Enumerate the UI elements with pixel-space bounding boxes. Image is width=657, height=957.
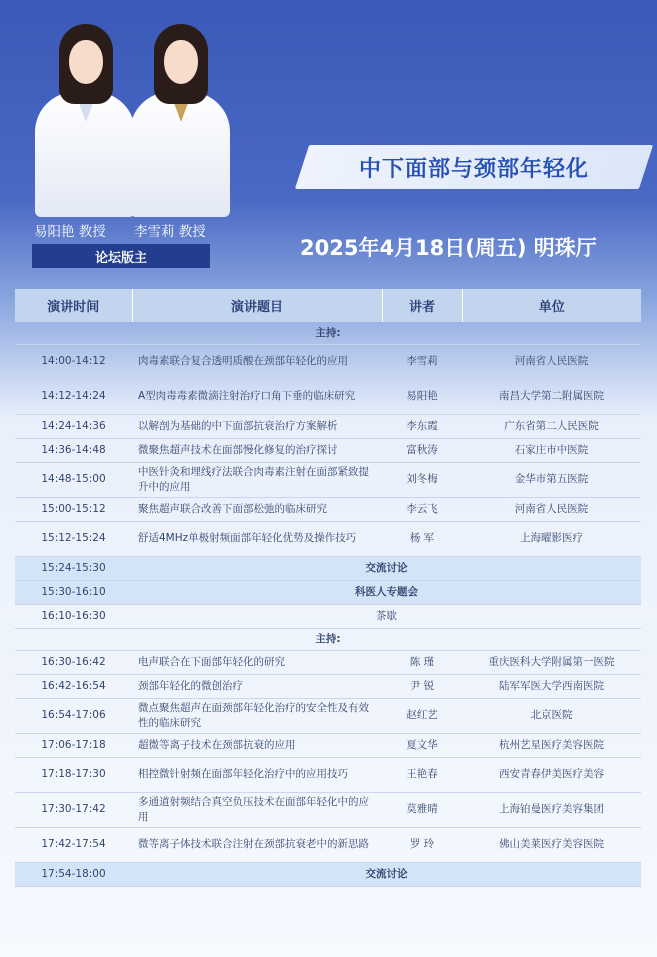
table-row <box>15 344 641 379</box>
row-speaker: 刘冬梅 <box>382 462 462 497</box>
row-topic: 聚焦超声联合改善下面部松弛的临床研究 <box>132 497 382 521</box>
row-speaker: 富秋涛 <box>382 438 462 462</box>
row-topic: 微等离子体技术联合注射在颈部抗衰老中的新思路 <box>132 827 382 862</box>
row-speaker: 尹 锐 <box>382 674 462 698</box>
row-time: 14:12-14:24 <box>15 379 132 414</box>
special-session-row <box>15 580 641 604</box>
chair-label: 主持: <box>15 628 641 650</box>
table-row <box>15 650 641 674</box>
row-time: 17:54-18:00 <box>15 862 132 886</box>
table-row <box>15 521 641 556</box>
table-row <box>15 827 641 862</box>
header-topic: 演讲题目 <box>132 289 382 322</box>
row-time: 15:12-15:24 <box>15 521 132 556</box>
row-speaker: 李雪莉 <box>382 344 462 379</box>
row-unit: 佛山美莱医疗美容医院 <box>462 827 641 862</box>
row-speaker: 李东霞 <box>382 414 462 438</box>
discussion-label: 交流讨论 <box>132 556 641 580</box>
table-row <box>15 462 641 497</box>
row-topic: A型肉毒毒素微滴注射治疗口角下垂的临床研究 <box>132 379 382 414</box>
table-row <box>15 379 641 414</box>
special-session-label: 科医人专题会 <box>132 580 641 604</box>
row-speaker: 夏文华 <box>382 733 462 757</box>
tea-break-label: 茶歇 <box>132 604 641 628</box>
row-topic: 肉毒素联合复合透明质酸在颈部年轻化的应用 <box>132 344 382 379</box>
row-speaker: 王艳春 <box>382 757 462 792</box>
table-row <box>15 698 641 733</box>
schedule-table <box>15 289 641 887</box>
host-badge: 论坛版主 <box>32 244 210 268</box>
host-portrait-1 <box>35 22 135 217</box>
row-topic: 颈部年轻化的微创治疗 <box>132 674 382 698</box>
row-time: 15:24-15:30 <box>15 556 132 580</box>
tea-break-row <box>15 604 641 628</box>
host-name-2: 李雪莉 教授 <box>134 224 206 240</box>
row-unit: 陆军军医大学西南医院 <box>462 674 641 698</box>
row-time: 17:18-17:30 <box>15 757 132 792</box>
row-time: 14:00-14:12 <box>15 344 132 379</box>
table-row <box>15 497 641 521</box>
table-row <box>15 733 641 757</box>
row-time: 16:54-17:06 <box>15 698 132 733</box>
row-time: 17:42-17:54 <box>15 827 132 862</box>
session-title: 中下面部与颈部年轻化 <box>358 156 589 182</box>
table-header-row <box>15 289 641 322</box>
row-unit: 广东省第二人民医院 <box>462 414 641 438</box>
row-unit: 南昌大学第二附属医院 <box>462 379 641 414</box>
row-topic: 微聚焦超声技术在面部慢化修复的治疗探讨 <box>132 438 382 462</box>
row-speaker: 杨 军 <box>382 521 462 556</box>
row-unit: 重庆医科大学附属第一医院 <box>462 650 641 674</box>
row-time: 17:06-17:18 <box>15 733 132 757</box>
row-topic: 以解剖为基础的中下面部抗衰治疗方案解析 <box>132 414 382 438</box>
row-topic: 相控微针射频在面部年轻化治疗中的应用技巧 <box>132 757 382 792</box>
host-portrait-2 <box>130 22 230 217</box>
row-unit: 石家庄市中医院 <box>462 438 641 462</box>
row-unit: 金华市第五医院 <box>462 462 641 497</box>
chair-row <box>15 628 641 650</box>
row-time: 15:00-15:12 <box>15 497 132 521</box>
row-unit: 西安青春伊美医疗美容 <box>462 757 641 792</box>
date-venue: 2025年4月18日(周五) 明珠厅 <box>300 236 597 260</box>
row-unit: 上海曜影医疗 <box>462 521 641 556</box>
row-topic: 多通道射频结合真空负压技术在面部年轻化中的应用 <box>132 792 382 827</box>
discussion-row <box>15 862 641 886</box>
row-time: 14:24-14:36 <box>15 414 132 438</box>
header-unit: 单位 <box>462 289 641 322</box>
row-speaker: 赵红艺 <box>382 698 462 733</box>
row-speaker: 罗 玲 <box>382 827 462 862</box>
header-speaker: 讲者 <box>382 289 462 322</box>
header-time: 演讲时间 <box>15 289 132 322</box>
host-name-1: 易阳艳 教授 <box>34 224 106 240</box>
row-time: 14:36-14:48 <box>15 438 132 462</box>
row-speaker: 李云飞 <box>382 497 462 521</box>
row-speaker: 莫雅晴 <box>382 792 462 827</box>
row-time: 16:10-16:30 <box>15 604 132 628</box>
row-time: 16:30-16:42 <box>15 650 132 674</box>
row-topic: 中医针灸和埋线疗法联合肉毒素注射在面部紧致提升中的应用 <box>132 462 382 497</box>
row-speaker: 易阳艳 <box>382 379 462 414</box>
table-row <box>15 674 641 698</box>
chair-row <box>15 322 641 344</box>
row-topic: 微点聚焦超声在面颈部年轻化治疗的安全性及有效性的临床研究 <box>132 698 382 733</box>
discussion-label: 交流讨论 <box>132 862 641 886</box>
table-row <box>15 438 641 462</box>
row-time: 14:48-15:00 <box>15 462 132 497</box>
row-topic: 电声联合在下面部年轻化的研究 <box>132 650 382 674</box>
table-row <box>15 792 641 827</box>
hero-header <box>0 0 657 285</box>
row-unit: 上海铂曼医疗美容集团 <box>462 792 641 827</box>
row-speaker: 陈 瑾 <box>382 650 462 674</box>
row-time: 16:42-16:54 <box>15 674 132 698</box>
row-unit: 河南省人民医院 <box>462 344 641 379</box>
row-unit: 北京医院 <box>462 698 641 733</box>
chair-label: 主持: <box>15 322 641 344</box>
row-unit: 杭州艺星医疗美容医院 <box>462 733 641 757</box>
row-unit: 河南省人民医院 <box>462 497 641 521</box>
discussion-row <box>15 556 641 580</box>
row-topic: 舒适4MHz单极射频面部年轻化优势及操作技巧 <box>132 521 382 556</box>
table-row <box>15 757 641 792</box>
row-topic: 超微等离子技术在颈部抗衰的应用 <box>132 733 382 757</box>
row-time: 17:30-17:42 <box>15 792 132 827</box>
row-time: 15:30-16:10 <box>15 580 132 604</box>
table-row <box>15 414 641 438</box>
